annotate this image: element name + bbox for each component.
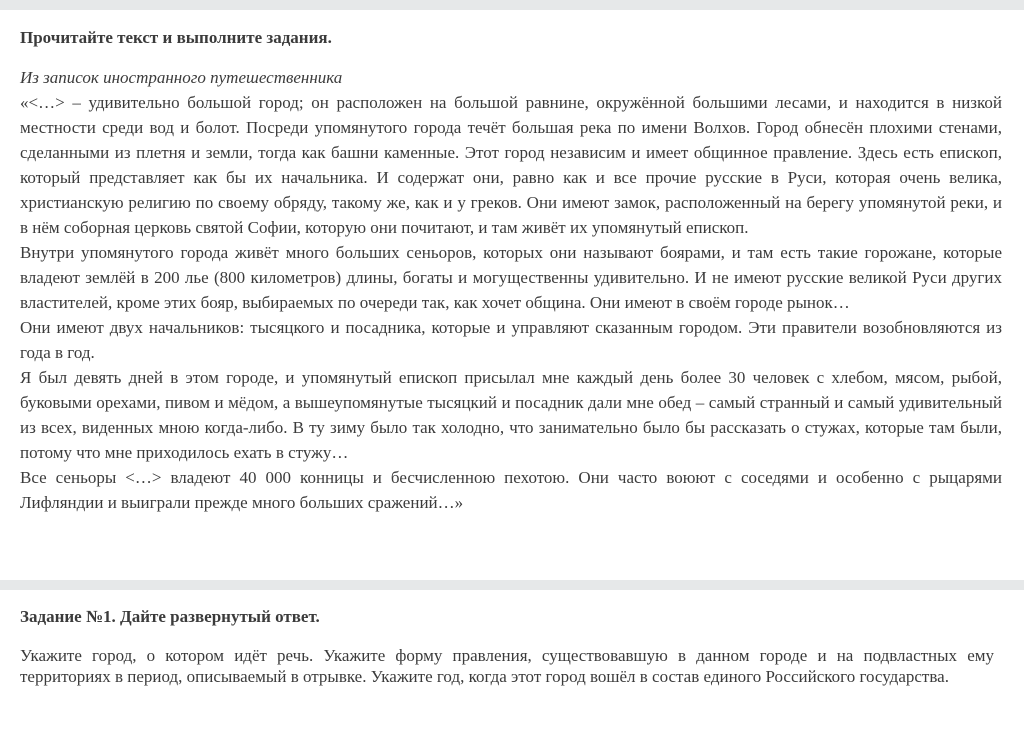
instruction-heading: Прочитайте текст и выполните задания. xyxy=(20,28,332,47)
section-divider xyxy=(0,580,1024,590)
passage-paragraph: Я был девять дней в этом городе, и упомянутый епископ присылал мне каждый день более 30 человек с хлебом, мясом, рыбой, буковыми орехами, пивом и мёдом, а вышеупомянутые тысяцкий и посадник дали мне обед – самый странный и самый удивительный из всех, виденных мною когда-либо. В ту зиму было так холодно, что занимательно было бы рассказать о стужах, которые там были, потому что мне приходилось ехать в стужу… xyxy=(20,368,1002,462)
passage-paragraph: «<…> – удивительно большой город; он расположен на большой равнине, окружённой большими лесами, и находится в низкой местности среди вод и болот. Посреди упомянутого города течёт большая река по имени Волхов. Город обнесён плохими стенами, сделанными из плетня и земли, тогда как башни каменные. Этот город независим и имеет общинное правление. Здесь есть епископ, который представляет как бы их начальника. И содержат они, равно как и все прочие русские в Руси, которая очень велика, христианскую религию по своему обряду, такому же, как и у греков. Они имеют замок, расположенный на берегу упомянутой реки, и в нём соборная церковь святой Софии, которую они почитают, и там живёт их упомянутый епископ. xyxy=(20,93,1002,237)
passage-paragraph: Внутри упомянутого города живёт много больших сеньоров, которых они называют боярами, и там есть такие горожане, которые владеют землёй в 200 лье (800 километров) длины, богаты и могущественны удивительно. И не имеют русские великой Руси других властителей, кроме этих бояр, выбираемых по очереди так, как хочет община. Они имеют в своём городе рынок… xyxy=(20,243,1002,312)
top-divider xyxy=(0,0,1024,10)
task-title: Задание №1. Дайте развернутый ответ. xyxy=(20,607,320,626)
source-passage xyxy=(20,90,1002,515)
task-text: Укажите город, о котором идёт речь. Укажите форму правления, существовавшую в данном городе и на подвластных ему территориях в период, описываемый в отрывке. Укажите год, когда этот город вошёл в состав единого Российского государства. xyxy=(20,646,994,686)
passage-paragraph: Они имеют двух начальников: тысяцкого и посадника, которые и управляют сказанным городом. Эти правители возобновляются из года в год. xyxy=(20,318,1002,362)
task-block xyxy=(0,590,1024,741)
source-title: Из записок иностранного путешественника xyxy=(20,68,343,87)
reading-block xyxy=(0,10,1024,580)
passage-paragraph: Все сеньоры <…> владеют 40 000 конницы и бесчисленною пехотою. Они часто воюют с соседями и особенно с рыцарями Лифляндии и выиграли прежде много больших сражений…» xyxy=(20,468,1002,512)
